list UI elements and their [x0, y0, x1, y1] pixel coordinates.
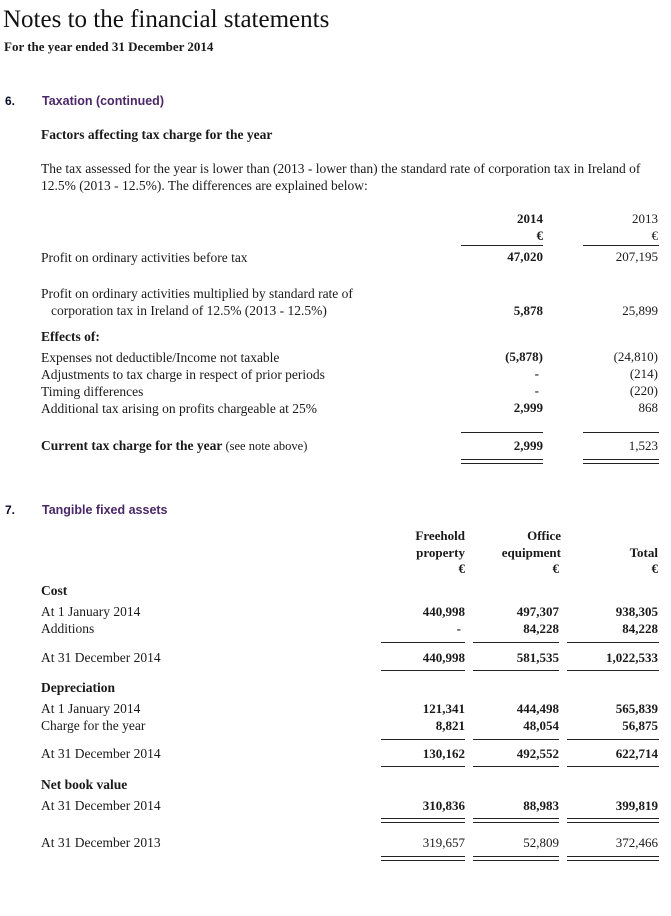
- cost-row-total: 938,305: [615, 604, 658, 619]
- rule-profit-2013: [583, 245, 659, 246]
- effects-label: Effects of:: [41, 329, 100, 344]
- cost-total-freehold: 440,998: [422, 650, 465, 665]
- nbv-label: Net book value: [41, 777, 128, 792]
- current-2014: 2,999: [513, 438, 543, 453]
- rule-profit-2014: [461, 245, 543, 246]
- double-rule-nbv2014-freehold-b: [381, 822, 465, 823]
- effects-row-2014: -: [534, 383, 539, 398]
- effects-row-label: Adjustments to tax charge in respect of prior periods: [41, 367, 325, 382]
- profit-2014: 47,020: [507, 249, 543, 264]
- section-number-taxation: 6.: [5, 94, 16, 108]
- double-rule-nbv2013-office-b: [473, 860, 559, 861]
- dep-row-total: 56,875: [622, 718, 658, 733]
- cost-total-label: At 31 December 2014: [41, 650, 161, 665]
- cost-row-freehold: -: [456, 621, 461, 636]
- multiplied-2013: 25,899: [622, 303, 658, 318]
- currency-2014: €: [536, 228, 543, 243]
- rule-dep-office: [473, 739, 559, 740]
- current-label-note: (see note above): [225, 439, 308, 453]
- cost-total-total: 1,022,533: [606, 650, 658, 665]
- page-title: Notes to the financial statements: [3, 6, 330, 33]
- cost-row-office: 84,228: [523, 621, 559, 636]
- profit-label: Profit on ordinary activities before tax: [41, 250, 248, 265]
- double-rule-nbv2014-office-b: [473, 822, 559, 823]
- rule-dep-total-freehold: [381, 766, 465, 767]
- cost-row-label: Additions: [41, 621, 95, 636]
- profit-2013: 207,195: [615, 249, 658, 264]
- effects-row-label: Expenses not deductible/Income not taxable: [41, 350, 280, 365]
- nbv-2014-label: At 31 December 2014: [41, 798, 161, 813]
- rule-cost-freehold: [381, 642, 465, 643]
- nbv-2013-label: At 31 December 2013: [41, 835, 161, 850]
- double-rule-nbv2014-total-b: [567, 822, 659, 823]
- dep-row-office: 48,054: [523, 718, 559, 733]
- cost-total-office: 581,535: [516, 650, 559, 665]
- double-rule-nbv2013-office-a: [473, 856, 559, 857]
- col-header-office-line1: Office: [527, 528, 561, 543]
- currency-freehold: €: [458, 561, 465, 576]
- effects-row-2014: -: [534, 366, 539, 381]
- nbv-2014-total: 399,819: [615, 798, 658, 813]
- currency-office: €: [552, 561, 559, 576]
- double-rule-nbv2013-freehold-b: [381, 860, 465, 861]
- rule-current-2014: [461, 432, 543, 433]
- currency-total: €: [651, 561, 658, 576]
- taxation-paragraph: The tax assessed for the year is lower than (2013 - lower than) the standard rate of corporation tax in Ireland of 12.5% (2013 - 12.5%). The differences are explained below:: [41, 161, 641, 193]
- effects-row-2014: 2,999: [513, 400, 543, 415]
- dep-row-label: Charge for the year: [41, 718, 146, 733]
- rule-dep-total-total: [567, 766, 659, 767]
- rule-dep-total-office: [473, 766, 559, 767]
- cost-row-label: At 1 January 2014: [41, 604, 141, 619]
- dep-row-freehold: 8,821: [435, 718, 465, 733]
- nbv-2014-office: 88,983: [523, 798, 559, 813]
- effects-row-label: Timing differences: [41, 384, 144, 399]
- dep-total-label: At 31 December 2014: [41, 746, 161, 761]
- effects-row-2013: (214): [629, 366, 658, 381]
- current-2013: 1,523: [628, 438, 658, 453]
- effects-row-2013: (24,810): [613, 349, 658, 364]
- dep-row-label: At 1 January 2014: [41, 701, 141, 716]
- cost-row-office: 497,307: [516, 604, 559, 619]
- effects-row-2013: (220): [629, 383, 658, 398]
- current-label: [41, 438, 307, 454]
- effects-row-2013: 868: [638, 400, 658, 415]
- multiplied-label-line2: corporation tax in Ireland of 12.5% (2013 - 12.5%): [51, 303, 327, 318]
- rule-dep-total: [567, 739, 659, 740]
- dep-row-office: 444,498: [516, 701, 559, 716]
- section-number-fixed-assets: 7.: [5, 503, 16, 517]
- effects-row-label: Additional tax arising on profits chargeable at 25%: [41, 401, 318, 416]
- double-rule-nbv2014-office-a: [473, 818, 559, 819]
- double-rule-nbv2014-freehold-a: [381, 818, 465, 819]
- multiplied-2014: 5,878: [513, 303, 543, 318]
- rule-cost-total-total: [567, 670, 659, 671]
- col-header-2014: 2014: [517, 211, 543, 226]
- current-label-text: Current tax charge for the year: [41, 438, 223, 453]
- dep-row-total: 565,839: [615, 701, 658, 716]
- double-rule-current-2013-b: [583, 463, 659, 464]
- depreciation-label: Depreciation: [41, 680, 115, 695]
- multiplied-label-line1: Profit on ordinary activities multiplied by standard rate of: [41, 286, 353, 301]
- dep-total-freehold: 130,162: [422, 746, 465, 761]
- col-header-total: Total: [629, 545, 658, 560]
- cost-row-total: 84,228: [622, 621, 658, 636]
- cost-label: Cost: [41, 583, 68, 598]
- double-rule-nbv2013-total-b: [567, 860, 659, 861]
- rule-cost-total-office: [473, 670, 559, 671]
- rule-cost-total-freehold: [381, 670, 465, 671]
- double-rule-current-2014-a: [461, 459, 543, 460]
- col-header-2013: 2013: [632, 211, 658, 226]
- dep-total-office: 492,552: [516, 746, 559, 761]
- dep-total-total: 622,714: [615, 746, 658, 761]
- taxation-subheading: Factors affecting tax charge for the year: [41, 127, 273, 142]
- nbv-2013-office: 52,809: [523, 835, 559, 850]
- currency-2013: €: [651, 228, 658, 243]
- page-subtitle: For the year ended 31 December 2014: [4, 39, 214, 54]
- double-rule-nbv2014-total-a: [567, 818, 659, 819]
- double-rule-nbv2013-total-a: [567, 856, 659, 857]
- section-title-fixed-assets: Tangible fixed assets: [42, 503, 168, 517]
- dep-row-freehold: 121,341: [422, 701, 465, 716]
- rule-cost-office: [473, 642, 559, 643]
- col-header-office-line2: equipment: [501, 545, 561, 560]
- nbv-2014-freehold: 310,836: [422, 798, 465, 813]
- rule-current-2013: [583, 432, 659, 433]
- rule-cost-total: [567, 642, 659, 643]
- nbv-2013-total: 372,466: [615, 835, 658, 850]
- double-rule-current-2013-a: [583, 459, 659, 460]
- cost-row-freehold: 440,998: [422, 604, 465, 619]
- rule-dep-freehold: [381, 739, 465, 740]
- nbv-2013-freehold: 319,657: [422, 835, 465, 850]
- double-rule-current-2014-b: [461, 463, 543, 464]
- double-rule-nbv2013-freehold-a: [381, 856, 465, 857]
- col-header-freehold-line2: property: [416, 545, 465, 560]
- col-header-freehold-line1: Freehold: [415, 528, 465, 543]
- effects-row-2014: (5,878): [505, 349, 543, 364]
- section-title-taxation: Taxation (continued): [42, 94, 164, 108]
